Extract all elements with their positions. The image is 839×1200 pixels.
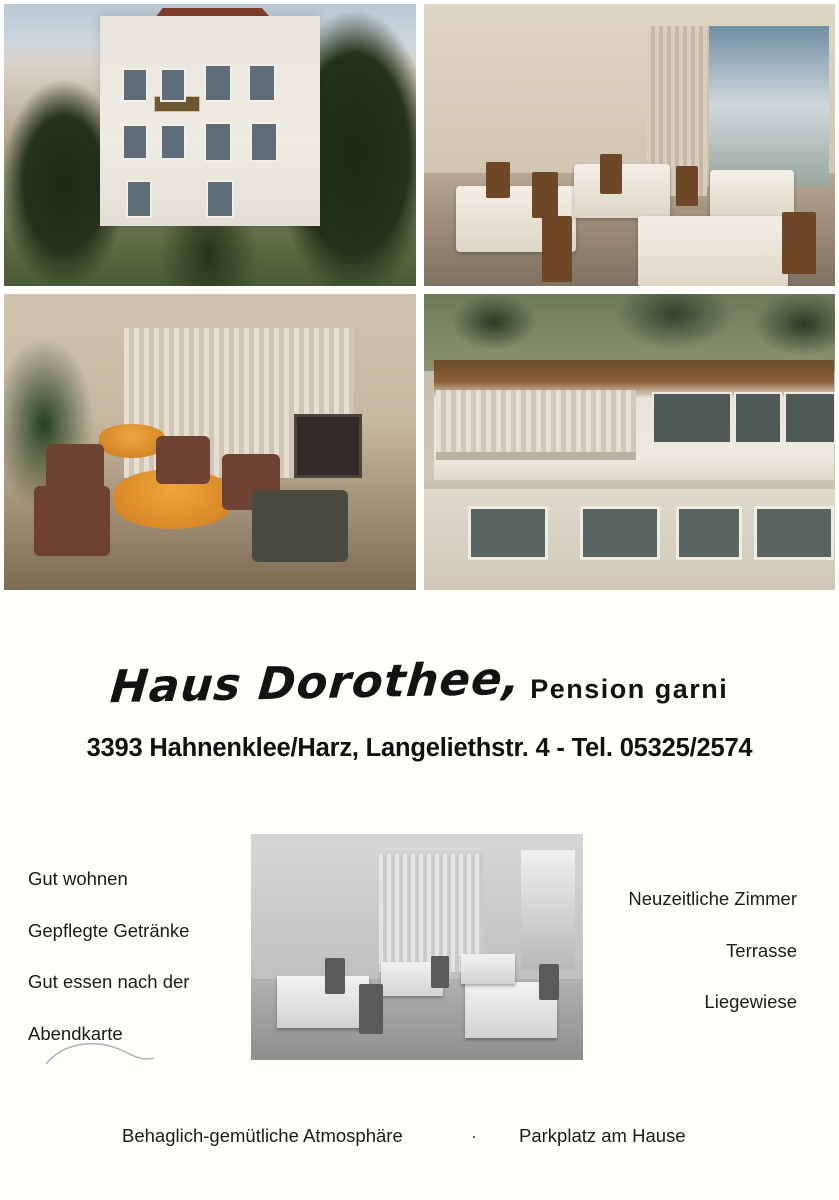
- balcony: [436, 390, 636, 460]
- bw-chair: [359, 984, 383, 1034]
- bw-chair: [325, 958, 345, 994]
- feature-item: Neuzeitliche Zimmer: [628, 888, 797, 909]
- photo-exterior-house: [0, 0, 420, 290]
- armchair: [46, 444, 104, 498]
- feature-item: Gut essen nach der: [28, 971, 190, 992]
- dining-chair: [532, 172, 558, 218]
- lower-window: [580, 506, 660, 560]
- feature-parking: Parkplatz am Hause: [519, 1125, 686, 1146]
- features-right-column: [557, 890, 797, 1045]
- house-window: [250, 122, 278, 162]
- house-window: [160, 68, 186, 102]
- house-window: [204, 64, 232, 102]
- feature-item: Gepflegte Getränke: [28, 919, 190, 941]
- dining-chair: [600, 154, 622, 194]
- armchair: [156, 436, 210, 484]
- photo-dining-room-bw: [251, 834, 583, 1060]
- television: [294, 414, 362, 478]
- photo-modern-building: [420, 290, 839, 594]
- brand-suffix: Pension garni: [530, 674, 729, 704]
- photo-collage: [0, 0, 839, 594]
- dining-chair: [486, 162, 510, 198]
- sofa: [252, 490, 348, 562]
- dining-chair: [782, 212, 816, 274]
- house-window: [122, 124, 148, 160]
- text-area: [0, 594, 839, 1200]
- bw-chair: [539, 964, 559, 1000]
- dining-chair: [542, 216, 572, 282]
- house-window: [204, 122, 232, 162]
- house-window: [248, 64, 276, 102]
- bw-table: [277, 976, 369, 1028]
- house-window: [126, 180, 152, 218]
- separator-dot: ·: [471, 1125, 478, 1146]
- lower-window: [468, 506, 548, 560]
- feature-atmosphere: Behaglich-gemütliche Atmosphäre: [122, 1125, 403, 1146]
- upper-window: [784, 392, 836, 444]
- feature-item: Abendkarte: [28, 1022, 123, 1044]
- house-window: [160, 124, 186, 160]
- address-line: 3393 Hahnenklee/Harz, Langeliethstr. 4 - Tel. 05325/2574: [86, 734, 753, 762]
- bw-chair: [431, 956, 449, 988]
- feature-item: Gut wohnen: [28, 868, 128, 889]
- photo-dining-room: [420, 0, 839, 290]
- dining-table: [638, 216, 788, 288]
- house-window: [122, 68, 148, 102]
- photo-lounge: [0, 290, 420, 594]
- brand-name: Haus Dorothee,: [108, 651, 523, 714]
- feature-item: Liegewiese: [704, 991, 797, 1012]
- upper-window: [652, 392, 732, 444]
- dining-table: [710, 170, 794, 218]
- lower-window: [676, 506, 742, 560]
- house-window: [206, 180, 234, 218]
- upper-window: [734, 392, 782, 444]
- bw-table: [461, 954, 515, 984]
- dining-table: [574, 164, 670, 218]
- dining-chair: [676, 166, 698, 206]
- features-left-column: [28, 870, 243, 1076]
- title-row: [0, 651, 839, 714]
- lower-window: [754, 506, 834, 560]
- feature-item: Terrasse: [726, 939, 797, 961]
- dining-window: [703, 26, 829, 186]
